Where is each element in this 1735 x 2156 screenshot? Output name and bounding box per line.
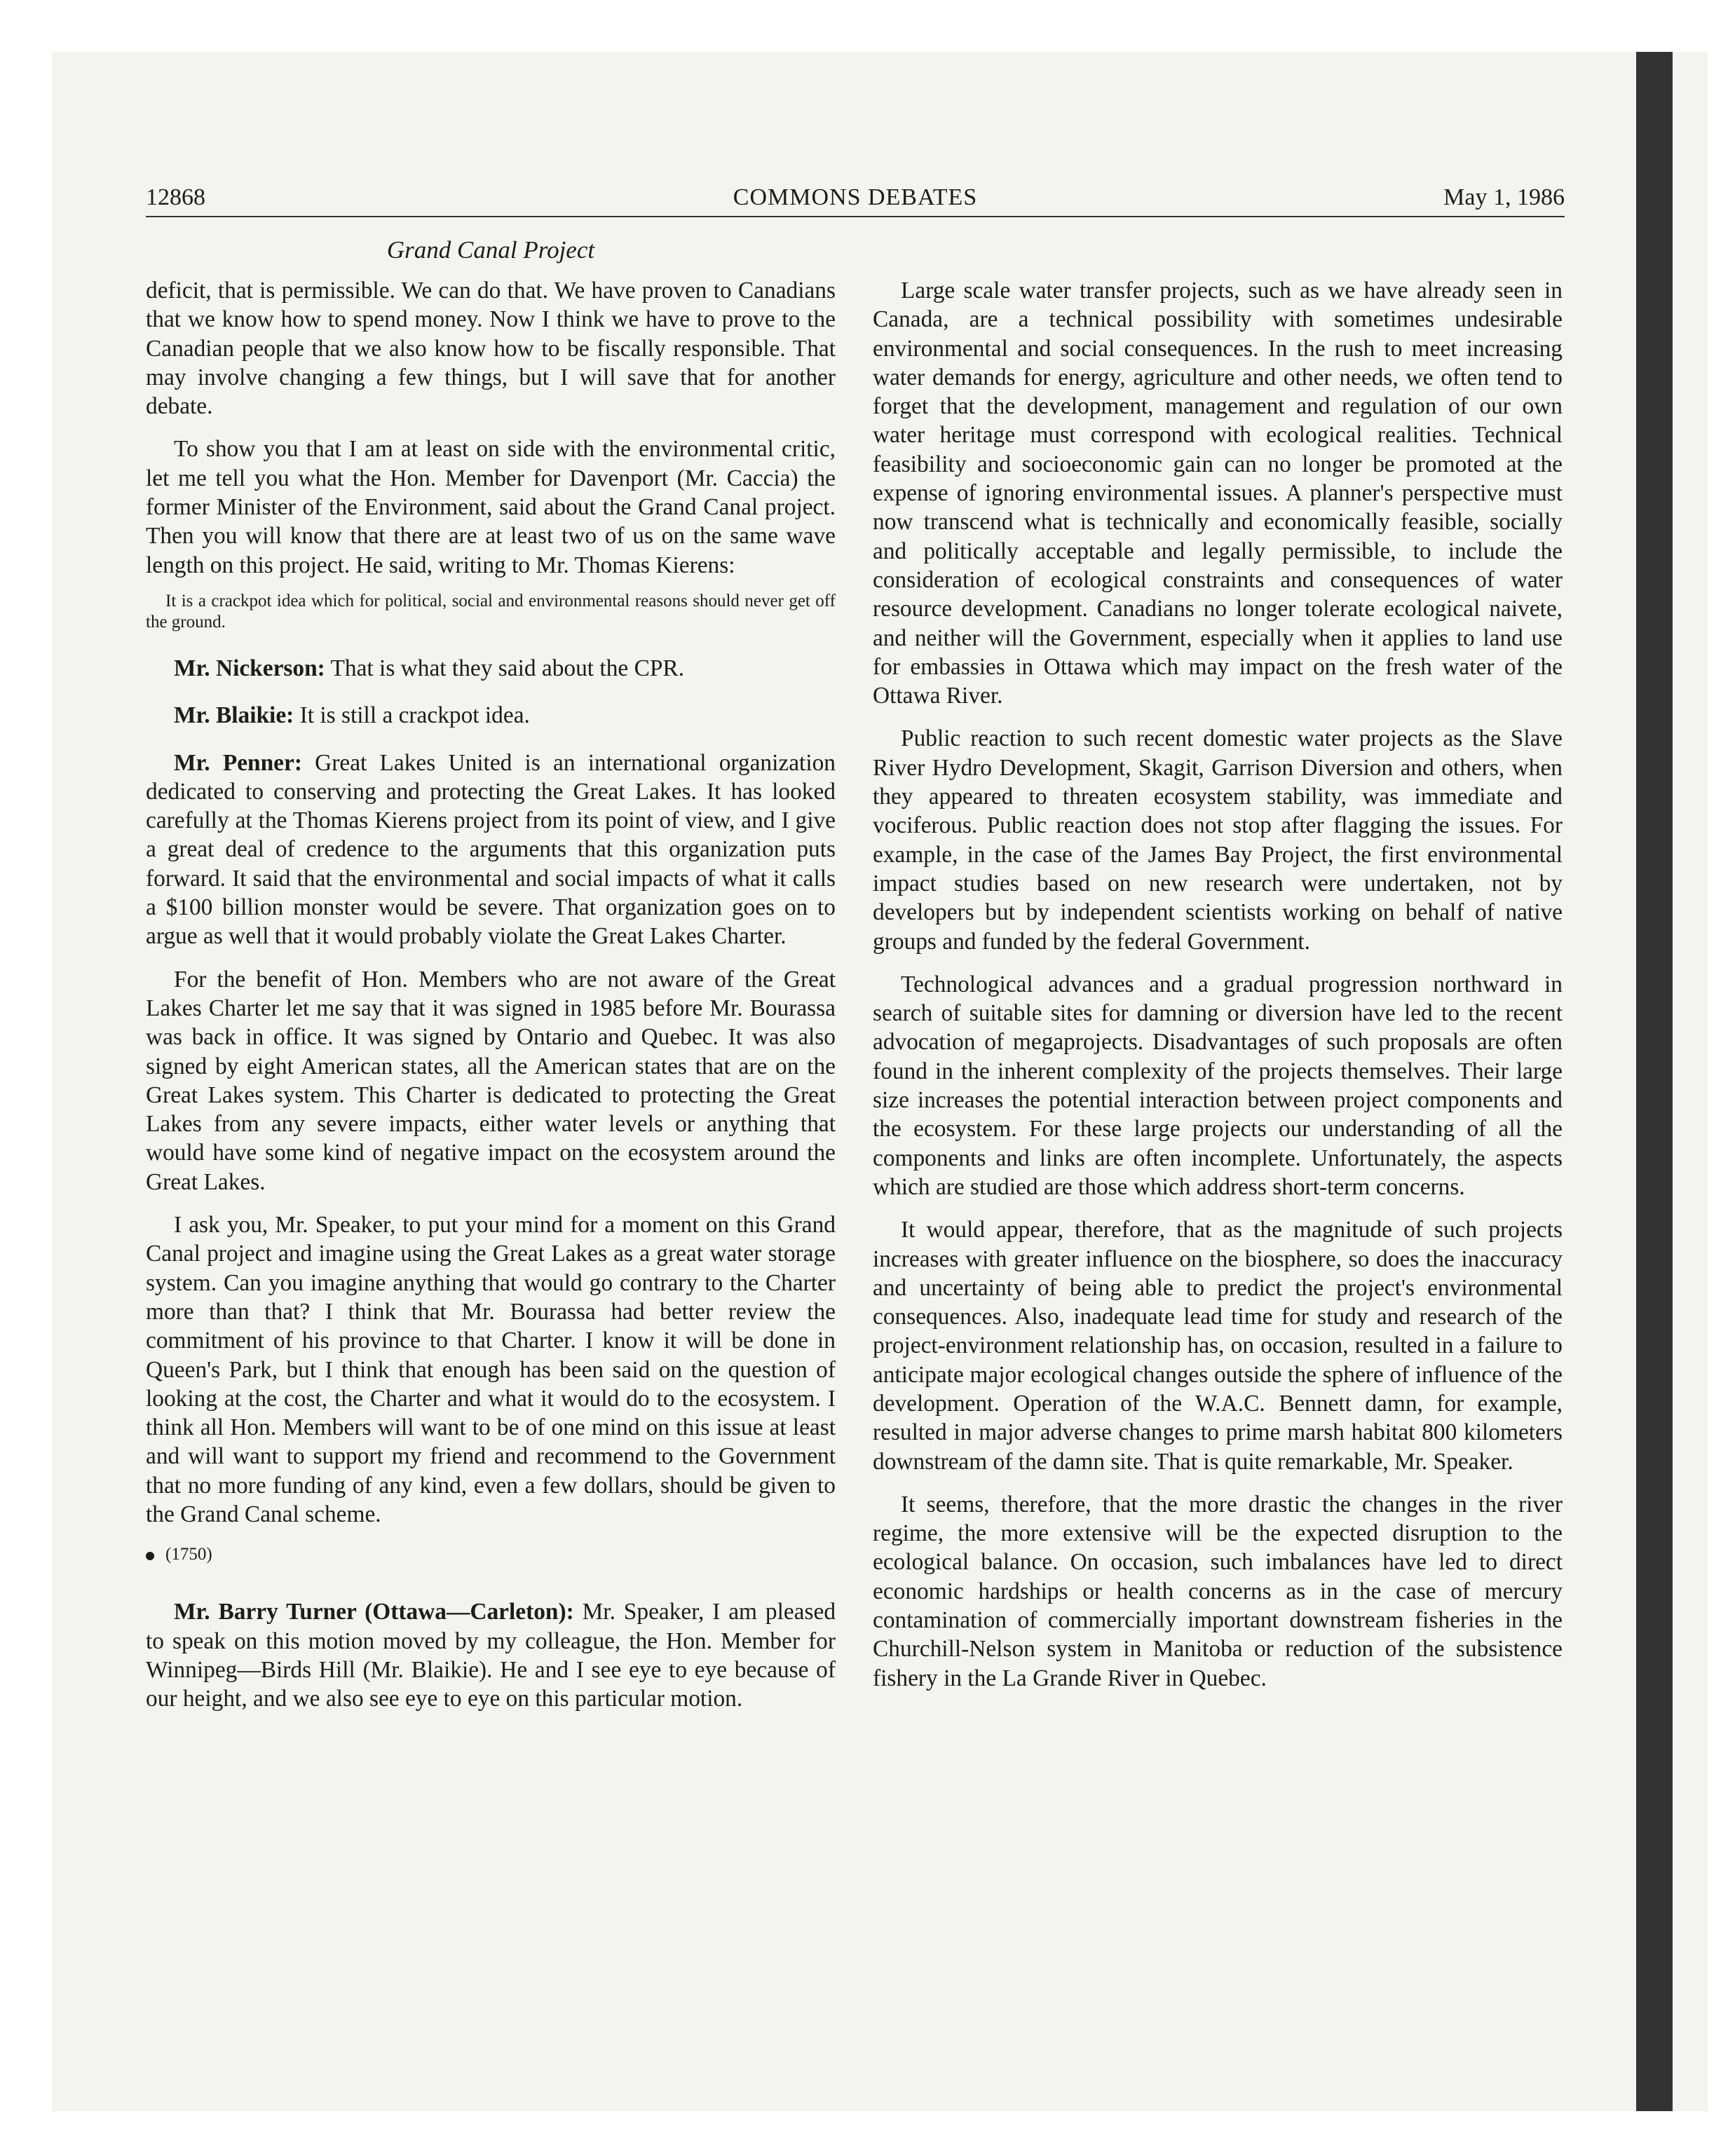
paragraph: Public reaction to such recent domestic water projects as the Slave River Hydro Development, Skagit, Garrison Diversion and others, when they appeared to threaten ecosystem stability, was immediate and vociferous. Public reaction does not stop after flagging the issues. For example, in the case of the James Bay Project, the first environmental impact studies based on new research were undertaken, not by developers but by independent scientists working on behalf of native groups and funded by the federal Government. xyxy=(873,725,1563,955)
speech-text: That is what they said about the CPR. xyxy=(325,655,685,681)
speaker-name: Mr. Nickerson: xyxy=(174,655,325,681)
page-number: 12868 xyxy=(146,184,205,210)
scan-edge-bar xyxy=(1636,52,1673,2111)
speaker-name: Mr. Blaikie: xyxy=(174,702,294,729)
left-column xyxy=(146,276,836,1727)
paragraph: It would appear, therefore, that as the magnitude of such projects increases with greater influence on the biosphere, so does the inaccuracy and uncertainty of being able to predict the project's environmental consequences. Also, inadequate lead time for study and research of the project-environment relationship has, on occasion, resulted in a failure to anticipate major ecological changes outside the sphere of influence of the development. Operation of the W.A.C. Bennett damn, for example, resulted in major adverse changes to prime marsh habitat 800 kilometers downstream of the damn site. That is quite remarkable, Mr. Speaker. xyxy=(873,1217,1563,1475)
speech-text: It is still a crackpot idea. xyxy=(294,702,530,729)
speech-nickerson xyxy=(146,654,836,683)
paragraph: Technological advances and a gradual progression northward in search of suitable sites for damning or diversion have led to the recent advocation of megaprojects. Disadvantages of such proposals are often found in the inherent complexity of the projects themselves. Their large size increases the potential interaction between project components and the ecosystem. For these large projects our understanding of all the components and links are often incomplete. Unfortunately, the aspects which are studied are those which address short-term concerns. xyxy=(873,971,1563,1200)
speaker-name: Mr. Barry Turner (Ottawa—Carleton): xyxy=(174,1599,574,1625)
time-marker xyxy=(146,1543,836,1567)
speech-penner xyxy=(146,749,836,951)
speech-turner xyxy=(146,1597,836,1713)
speech-text: Great Lakes United is an international organization dedicated to conserving and protecting the Great Lakes. It has looked carefully at the Thomas Kierens project from its point of view, and I give a great deal of credence to the arguments that this organization puts forward. It said that the environmental and social impacts of what it calls a $100 billion monster would be severe. That organization goes on to argue as well that it would probably violate the Great Lakes Charter. xyxy=(146,749,836,950)
publication-date: May 1, 1986 xyxy=(1443,184,1565,210)
publication-title: COMMONS DEBATES xyxy=(733,184,978,210)
paragraph: I ask you, Mr. Speaker, to put your mind for a moment on this Grand Canal project and imagine using the Great Lakes as a great water storage system. Can you imagine anything that would go contrary to the Charter more than that? I think that Mr. Bourassa had better review the commitment of his province to that Charter. I know it will be done in Queen's Park, but I think that enough has been said on the question of looking at the cost, the Charter and what it would do to the ecosystem. I think all Hon. Members will want to be of one mind on this issue at least and will want to support my friend and recommend to the Government that no more funding of any kind, even a few dollars, should be given to the Grand Canal scheme. xyxy=(146,1212,836,1527)
paragraph: deficit, that is permissible. We can do that. We have proven to Canadians that we know how to spend money. Now I think we have to prove to the Canadian people that we also know how to be fiscally responsible. That may involve changing a few things, but I will save that for another debate. xyxy=(146,278,836,420)
page-header xyxy=(146,179,1565,217)
block-quote: It is a crackpot idea which for political, social and environmental reasons should never get off the ground. xyxy=(146,591,836,632)
paragraph: It seems, therefore, that the more drastic the changes in the river regime, the more extensive will be the expected disruption to the ecological balance. On occasion, such imbalances have led to direct economic hardships or health concerns as in the case of mercury contamination of commercially important downstream fisheries in the Churchill-Nelson system in Manitoba or reduction of the subsistence fishery in the La Grande River in Quebec. xyxy=(873,1491,1563,1691)
right-column xyxy=(873,276,1563,1707)
running-head: Grand Canal Project xyxy=(386,236,595,264)
speech-blaikie xyxy=(146,701,836,730)
speaker-name: Mr. Penner: xyxy=(174,749,302,776)
bullet-icon xyxy=(146,1552,154,1560)
speech-text: Mr. Speaker, I am pleased to speak on this motion moved by my colleague, the Hon. Member for Winnipeg—Birds Hill (Mr. Blaikie). He and I see eye to eye because of our height, and we also see eye to eye on this particular motion. xyxy=(146,1599,836,1712)
paragraph: To show you that I am at least on side with the environmental critic, let me tell you what the Hon. Member for Davenport (Mr. Caccia) the former Minister of the Environment, said about the Grand Canal project. Then you will know that there are at least two of us on the same wave length on this project. He said, writing to Mr. Thomas Kierens: xyxy=(146,436,836,578)
time-marker-text: (1750) xyxy=(165,1545,212,1564)
paragraph: For the benefit of Hon. Members who are not aware of the Great Lakes Charter let me say that it was signed in 1985 before Mr. Bourassa was back in office. It was signed by Ontario and Quebec. It was also signed by eight American states, all the American states that are on the Great Lakes system. This Charter is dedicated to protecting the Great Lakes from any severe impacts, either water levels or anything that would have some kind of negative impact on the ecosystem around the Great Lakes. xyxy=(146,966,836,1195)
paragraph: Large scale water transfer projects, such as we have already seen in Canada, are a technical possibility with sometimes undesirable environmental and social consequences. In the rush to meet increasing water demands for energy, agriculture and other needs, we often tend to forget that the development, management and regulation of our own water heritage must correspond with ecological realities. Technical feasibility and socioeconomic gain can no longer be promoted at the expense of ignoring environmental issues. A planner's perspective must now transcend what is technically and economically feasible, socially and politically acceptable and legally permissible, to include the consideration of ecological constraints and consequences of water resource development. Canadians no longer tolerate ecological naivete, and neither will the Government, especially when it applies to land use for embassies in Ottawa which may impact on the fresh water of the Ottawa River. xyxy=(873,278,1563,709)
